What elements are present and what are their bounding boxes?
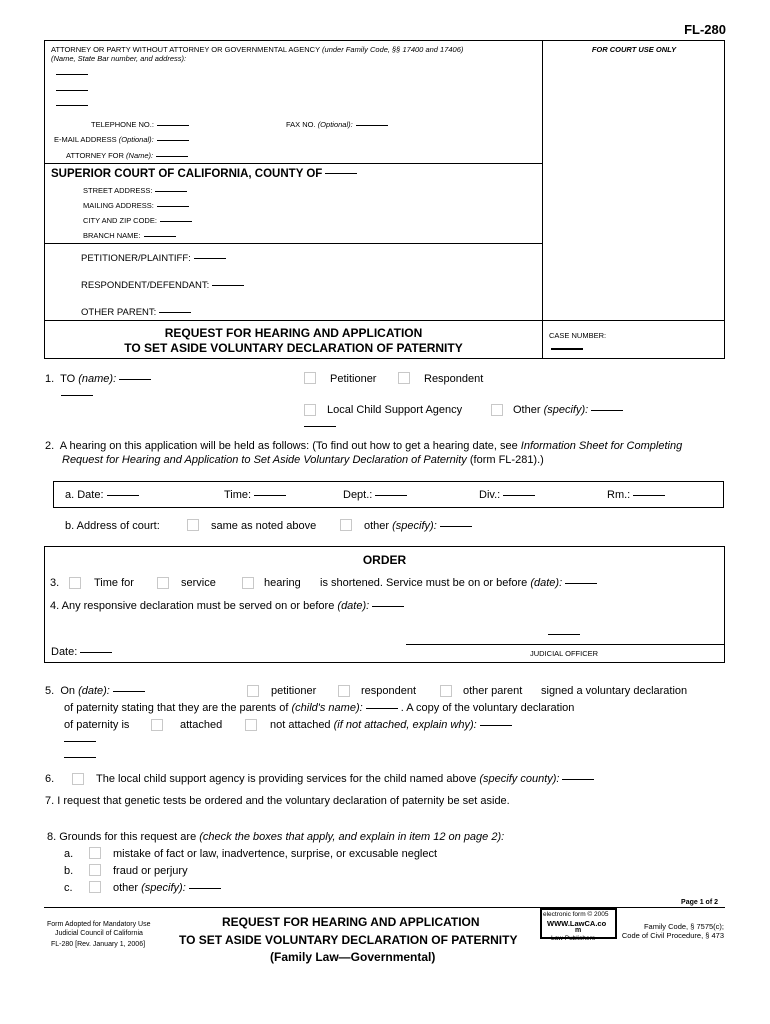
stamp-line-1: electronic form © 2005: [543, 911, 609, 918]
not-attached-label: not attached (if not attached, explain why):: [270, 719, 512, 731]
code-line-2: Code of Civil Procedure, § 473: [621, 931, 724, 940]
attorney-address-field-2[interactable]: [56, 105, 88, 106]
item5-other-parent-label: other parent: [463, 685, 523, 697]
case-number-label: CASE NUMBER:: [549, 331, 607, 340]
same-address-label: same as noted above: [211, 520, 317, 532]
item1-lcsa-checkbox[interactable]: [304, 404, 316, 416]
attorney-address-field-1[interactable]: [56, 90, 88, 91]
item1-name-field[interactable]: [119, 379, 151, 380]
court-title: SUPERIOR COURT OF CALIFORNIA, COUNTY OF: [51, 168, 357, 180]
hearing-date-field[interactable]: [107, 495, 139, 496]
stamp-line-4: Law Publishers: [551, 935, 596, 942]
item5-other-parent-checkbox[interactable]: [440, 685, 452, 697]
hearing-checkbox[interactable]: [242, 577, 254, 589]
hearing-dept-label: Dept.:: [343, 489, 407, 501]
other-parent-field[interactable]: [159, 312, 191, 313]
item8a-letter: a.: [64, 848, 74, 860]
item8c-specify-field[interactable]: [189, 888, 221, 889]
same-address-checkbox[interactable]: [187, 519, 199, 531]
explain-field-3[interactable]: [64, 757, 96, 758]
item5-respondent-label: respondent: [361, 685, 417, 697]
court-use-label: FOR COURT USE ONLY: [591, 45, 677, 54]
page-number: Page 1 of 2: [681, 899, 718, 906]
footer-title-line-2: TO SET ASIDE VOLUNTARY DECLARATION OF PATERNITY: [179, 933, 518, 947]
attorney-name-field[interactable]: [56, 74, 88, 75]
footer-title-line-3: (Family Law—Governmental): [270, 950, 436, 964]
attorney-sublabel: (Name, State Bar number, and address):: [51, 54, 187, 63]
item1-other-field[interactable]: [591, 410, 623, 411]
item2-text-line-2: Request for Hearing and Application to Set Aside Voluntary Declaration of Paternity (form FL-281).): [62, 454, 544, 466]
respondent-label: RESPONDENT/DEFENDANT:: [81, 280, 244, 291]
hearing-div-label: Div.:: [479, 489, 535, 501]
item3-number: 3.: [50, 577, 60, 589]
email-field[interactable]: [157, 140, 189, 141]
item8b-checkbox[interactable]: [89, 864, 101, 876]
hearing-date-label: a. Date:: [65, 489, 139, 501]
mailing-address-field[interactable]: [157, 206, 189, 207]
item8a-checkbox[interactable]: [89, 847, 101, 859]
attached-label: attached: [180, 719, 223, 731]
hearing-room-label: Rm.:: [607, 489, 665, 501]
other-address-field[interactable]: [440, 526, 472, 527]
explain-field-2[interactable]: [64, 741, 96, 742]
item4-text: 4. Any responsive declaration must be served on or before (date):: [50, 600, 404, 612]
order-date-field[interactable]: [80, 652, 112, 653]
item8b-label: fraud or perjury: [113, 865, 188, 877]
service-label: service: [181, 577, 216, 589]
adopted-line-3: FL-280 [Rev. January 1, 2006]: [51, 941, 146, 948]
item6-text: The local child support agency is providing services for the child named above (specify county):: [96, 773, 594, 785]
service-checkbox[interactable]: [157, 577, 169, 589]
telephone-label: TELEPHONE NO.:: [91, 120, 189, 129]
form-number: FL-280: [684, 22, 726, 37]
child-name-field[interactable]: [366, 708, 398, 709]
not-attached-checkbox[interactable]: [245, 719, 257, 731]
item2-text-line-1: 2. A hearing on this application will be held as follows: (To find out how to get a hearing date, see Information Sheet for Completing: [45, 440, 683, 452]
item5-line-3: of paternity is: [64, 719, 130, 731]
email-label: E-MAIL ADDRESS (Optional):: [54, 135, 189, 144]
court-address-label: b. Address of court:: [65, 520, 160, 532]
item1-to: 1. TO (name):: [45, 373, 151, 385]
city-zip-field[interactable]: [160, 221, 192, 222]
item5-line-2: of paternity stating that they are the parents of (child's name): . A copy of the voluntary declaration: [64, 702, 575, 714]
fax-label: FAX NO. (Optional):: [286, 120, 388, 129]
form-title-line-2: TO SET ASIDE VOLUNTARY DECLARATION OF PATERNITY: [124, 341, 463, 355]
stamp-line-2: WWW.LawCA.co: [547, 919, 607, 928]
petitioner-label: PETITIONER/PLAINTIFF:: [81, 253, 226, 264]
item8c-letter: c.: [64, 882, 73, 894]
stamp-line-3: m: [575, 927, 582, 934]
county-field[interactable]: [325, 173, 357, 174]
attorney-for-label: ATTORNEY FOR (Name):: [66, 151, 188, 160]
item1-respondent-checkbox[interactable]: [398, 372, 410, 384]
other-address-label: other (specify):: [364, 520, 472, 532]
item1-other-checkbox[interactable]: [491, 404, 503, 416]
item1-petitioner-label: Petitioner: [330, 373, 377, 385]
judicial-officer-label: JUDICIAL OFFICER: [530, 649, 599, 658]
item8c-label: other (specify):: [113, 882, 221, 894]
attached-checkbox[interactable]: [151, 719, 163, 731]
item5-respondent-checkbox[interactable]: [338, 685, 350, 697]
branch-name-label: BRANCH NAME:: [83, 231, 176, 240]
hearing-dept-field[interactable]: [375, 495, 407, 496]
county-specify-field[interactable]: [562, 779, 594, 780]
order-date-label: Date:: [51, 646, 112, 658]
telephone-field[interactable]: [157, 125, 189, 126]
footer-title-line-1: REQUEST FOR HEARING AND APPLICATION: [222, 915, 480, 929]
other-address-checkbox[interactable]: [340, 519, 352, 531]
hearing-time-label: Time:: [224, 489, 286, 501]
footer-rule: [44, 907, 725, 908]
branch-name-field[interactable]: [144, 236, 176, 237]
item5-petitioner-label: petitioner: [271, 685, 317, 697]
item1-name-field-2[interactable]: [61, 395, 93, 396]
item5-date-field[interactable]: [113, 691, 145, 692]
attorney-label: ATTORNEY OR PARTY WITHOUT ATTORNEY OR GOVERNMENTAL AGENCY (under Family Code, §§ 17400 and 17406): [51, 45, 464, 54]
item3-checkbox[interactable]: [69, 577, 81, 589]
service-date-field[interactable]: [565, 583, 597, 584]
case-number-field[interactable]: [551, 348, 583, 350]
item1-respondent-label: Respondent: [424, 373, 484, 385]
item8c-checkbox[interactable]: [89, 881, 101, 893]
item6-number: 6.: [45, 773, 55, 785]
adopted-line-1: Form Adopted for Mandatory Use: [47, 921, 151, 928]
item6-checkbox[interactable]: [72, 773, 84, 785]
item1-lcsa-label: Local Child Support Agency: [327, 404, 463, 416]
judicial-signature-line[interactable]: [406, 644, 724, 645]
explain-field[interactable]: [480, 725, 512, 726]
item5-petitioner-checkbox[interactable]: [247, 685, 259, 697]
attorney-for-field[interactable]: [156, 156, 188, 157]
item1-petitioner-checkbox[interactable]: [304, 372, 316, 384]
hearing-div-field[interactable]: [503, 495, 535, 496]
item5-signed-text: signed a voluntary declaration: [541, 685, 688, 697]
order-title: ORDER: [362, 553, 407, 567]
item1-lcsa-field[interactable]: [304, 426, 336, 427]
petitioner-field[interactable]: [194, 258, 226, 259]
other-parent-label: OTHER PARENT:: [81, 307, 191, 318]
hearing-label: hearing: [264, 577, 301, 589]
street-address-label: STREET ADDRESS:: [83, 186, 187, 195]
respondent-field[interactable]: [212, 285, 244, 286]
item8b-letter: b.: [64, 865, 74, 877]
city-zip-label: CITY AND ZIP CODE:: [83, 216, 192, 225]
item5-on: 5. On (date):: [45, 685, 145, 697]
code-line-1: Family Code, § 7575(c);: [643, 922, 724, 931]
item1-other-label: Other (specify):: [513, 404, 623, 416]
item7-text: 7. I request that genetic tests be ordered and the voluntary declaration of paternity be set aside.: [45, 795, 510, 807]
time-for-label: Time for: [94, 577, 134, 589]
form-title-line-1: REQUEST FOR HEARING AND APPLICATION: [164, 326, 423, 340]
adopted-line-2: Judicial Council of California: [55, 930, 143, 937]
item8-text: 8. Grounds for this request are (check the boxes that apply, and explain in item 12 on page 2):: [47, 831, 505, 843]
fax-field[interactable]: [356, 125, 388, 126]
hearing-room-field[interactable]: [633, 495, 665, 496]
item8a-label: mistake of fact or law, inadvertence, surprise, or excusable neglect: [113, 848, 438, 860]
mailing-address-label: MAILING ADDRESS:: [83, 201, 189, 210]
response-date-field[interactable]: [372, 606, 404, 607]
shortened-text: is shortened. Service must be on or before (date):: [320, 577, 597, 589]
judge-name-field[interactable]: [548, 634, 580, 635]
street-address-field[interactable]: [155, 191, 187, 192]
hearing-time-field[interactable]: [254, 495, 286, 496]
